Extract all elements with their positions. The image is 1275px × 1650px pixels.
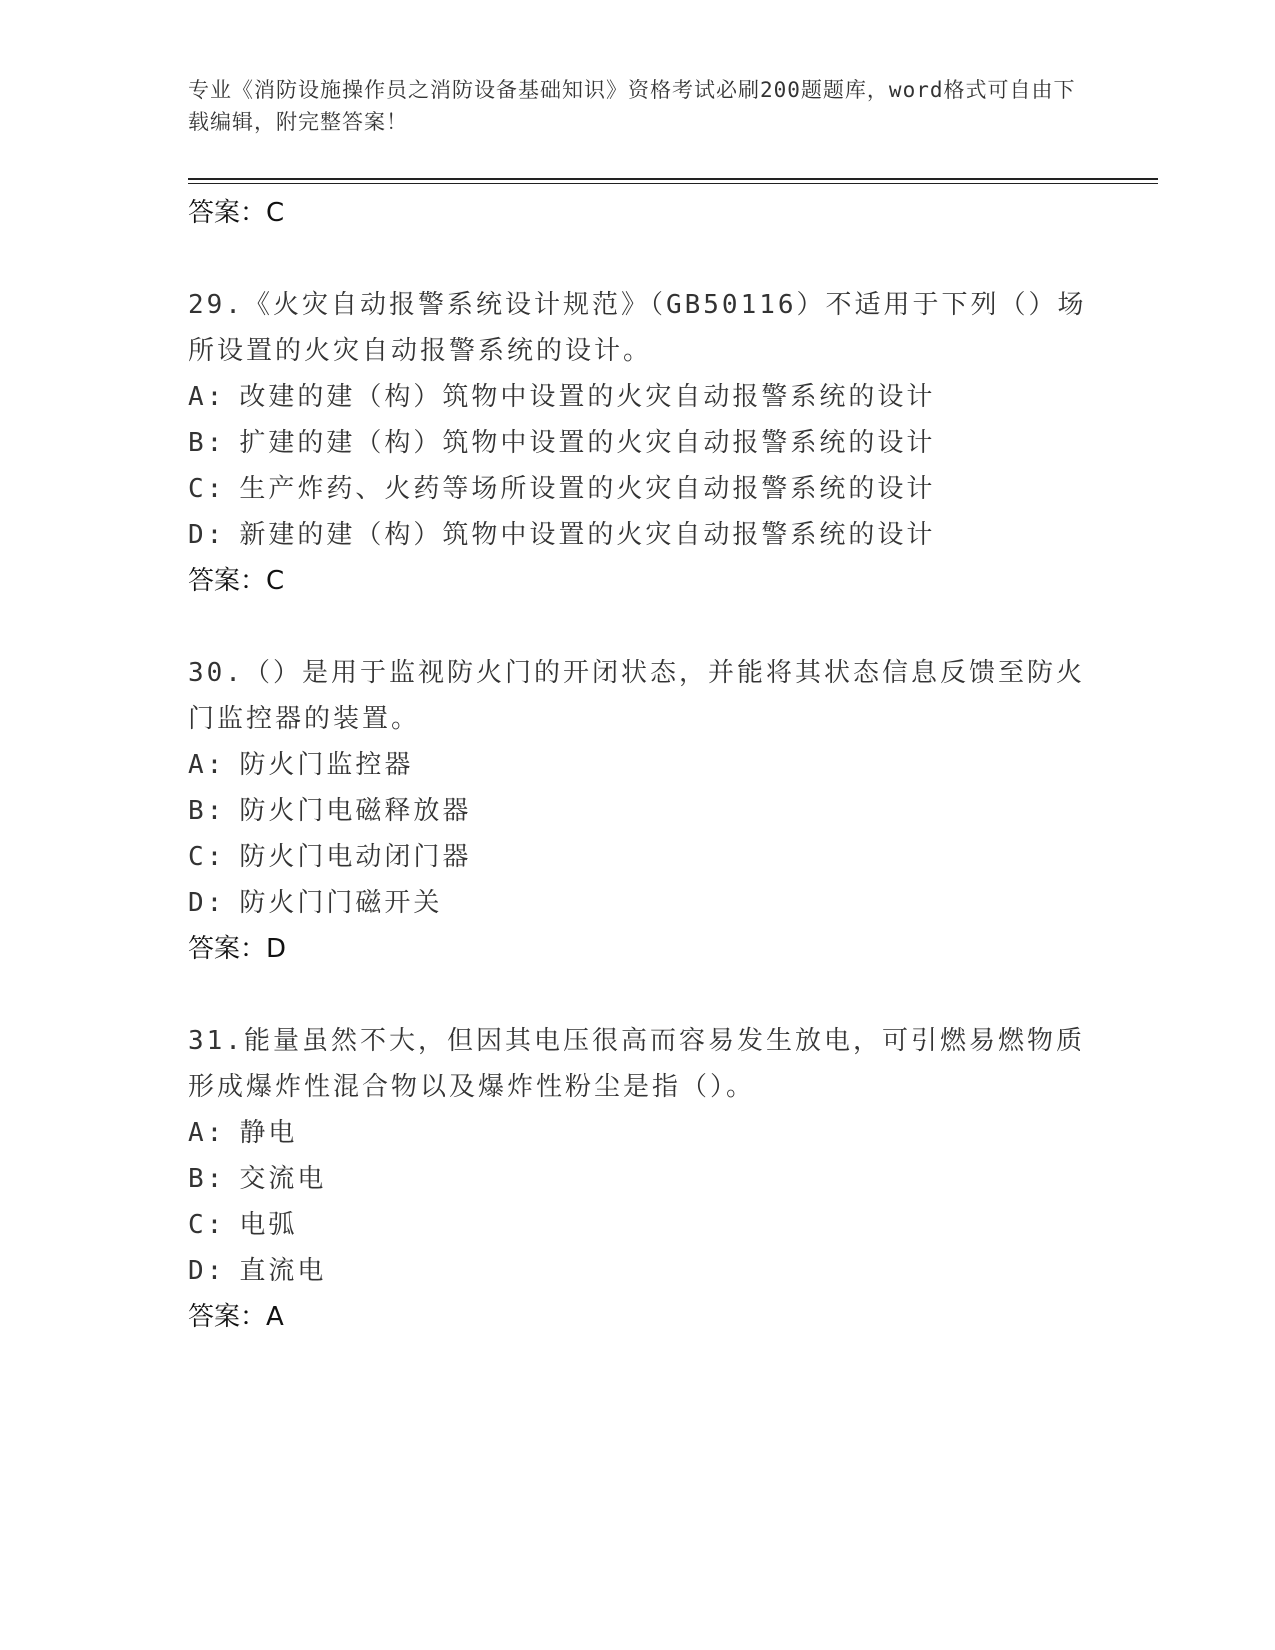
option-key: D: — [188, 520, 226, 550]
option-text: 静电 — [239, 1118, 298, 1148]
option-text: 新建的建（构）筑物中设置的火灾自动报警系统的设计 — [239, 520, 936, 550]
option-key: C: — [188, 474, 226, 504]
answer: 答案：C — [188, 566, 285, 596]
option-text: 交流电 — [239, 1164, 327, 1194]
question-list — [188, 190, 1088, 1340]
question-30 — [188, 650, 1088, 972]
option-key: B: — [188, 1164, 226, 1194]
answer: 答案：A — [188, 1302, 284, 1332]
option-d — [188, 880, 1088, 926]
question-text: 29.《火灾自动报警系统设计规范》（GB50116）不适用于下列（）场所设置的火灾自动报警系统的设计。 — [188, 290, 1087, 366]
option-text: 防火门门磁开关 — [239, 888, 443, 918]
option-key: A: — [188, 1118, 226, 1148]
question-31 — [188, 1018, 1088, 1340]
option-b — [188, 420, 1088, 466]
option-text: 改建的建（构）筑物中设置的火灾自动报警系统的设计 — [239, 382, 936, 412]
answer: 答案：D — [188, 934, 287, 964]
option-text: 扩建的建（构）筑物中设置的火灾自动报警系统的设计 — [239, 428, 936, 458]
option-a — [188, 742, 1088, 788]
option-text: 防火门监控器 — [239, 750, 414, 780]
option-text: 生产炸药、火药等场所设置的火灾自动报警系统的设计 — [239, 474, 936, 504]
option-c — [188, 834, 1088, 880]
option-key: C: — [188, 842, 226, 872]
option-key: D: — [188, 1256, 226, 1286]
option-key: A: — [188, 750, 226, 780]
header-divider — [188, 178, 1158, 184]
option-key: D: — [188, 888, 226, 918]
option-d — [188, 512, 1088, 558]
option-a — [188, 374, 1088, 420]
question-29 — [188, 282, 1088, 604]
option-b — [188, 1156, 1088, 1202]
option-key: A: — [188, 382, 226, 412]
option-a — [188, 1110, 1088, 1156]
option-c — [188, 466, 1088, 512]
question-text: 30.（）是用于监视防火门的开闭状态，并能将其状态信息反馈至防火门监控器的装置。 — [188, 658, 1085, 734]
option-text: 防火门电磁释放器 — [239, 796, 472, 826]
option-text: 直流电 — [239, 1256, 327, 1286]
option-key: B: — [188, 796, 226, 826]
option-d — [188, 1248, 1088, 1294]
document-header: 专业《消防设施操作员之消防设备基础知识》资格考试必刷200题题库，word格式可自由下载编辑，附完整答案！ — [188, 78, 1076, 134]
previous-answer: 答案：C — [188, 198, 285, 228]
option-text: 电弧 — [239, 1210, 298, 1240]
question-text: 31.能量虽然不大，但因其电压很高而容易发生放电，可引燃易燃物质形成爆炸性混合物以及爆炸性粉尘是指（）。 — [188, 1026, 1085, 1102]
option-key: B: — [188, 428, 226, 458]
option-c — [188, 1202, 1088, 1248]
option-text: 防火门电动闭门器 — [239, 842, 472, 872]
option-b — [188, 788, 1088, 834]
option-key: C: — [188, 1210, 226, 1240]
